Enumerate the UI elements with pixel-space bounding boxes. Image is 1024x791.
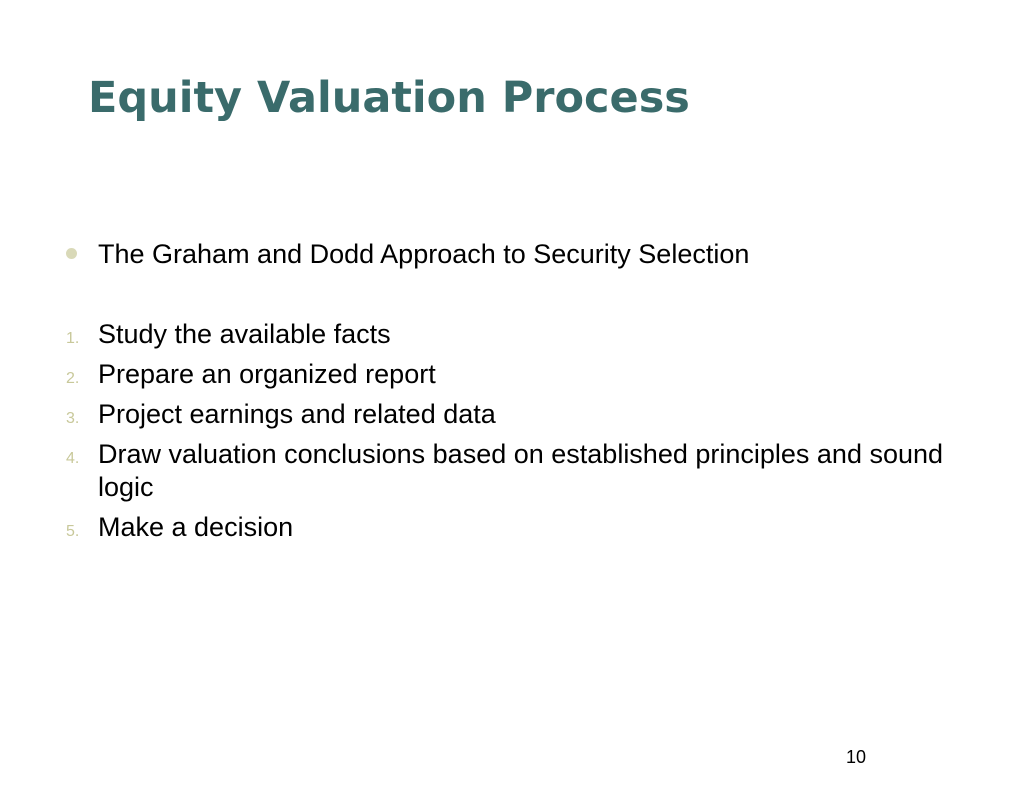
page-number: 10 <box>846 747 867 767</box>
step-item <box>66 511 946 544</box>
step-item <box>66 358 946 391</box>
step-number: 2. <box>66 370 80 387</box>
step-number: 3. <box>66 410 80 427</box>
step-number: 4. <box>66 450 80 467</box>
steps-list <box>66 318 946 551</box>
step-item <box>66 438 946 504</box>
step-text: Project earnings and related data <box>98 399 496 429</box>
slide-title: Equity Valuation Process <box>88 73 690 123</box>
bullet-item <box>66 236 966 272</box>
step-number: 5. <box>66 523 80 540</box>
step-text: Make a decision <box>98 512 294 542</box>
step-number: 1. <box>66 330 80 347</box>
step-text: Study the available facts <box>98 319 391 349</box>
step-text: Draw valuation conclusions based on established principles and sound logic <box>98 439 944 502</box>
bullet-dot-icon <box>66 248 77 259</box>
bullet-text: The Graham and Dodd Approach to Security Selection <box>98 239 750 269</box>
step-item <box>66 398 946 431</box>
step-item <box>66 318 946 351</box>
step-text: Prepare an organized report <box>98 359 436 389</box>
